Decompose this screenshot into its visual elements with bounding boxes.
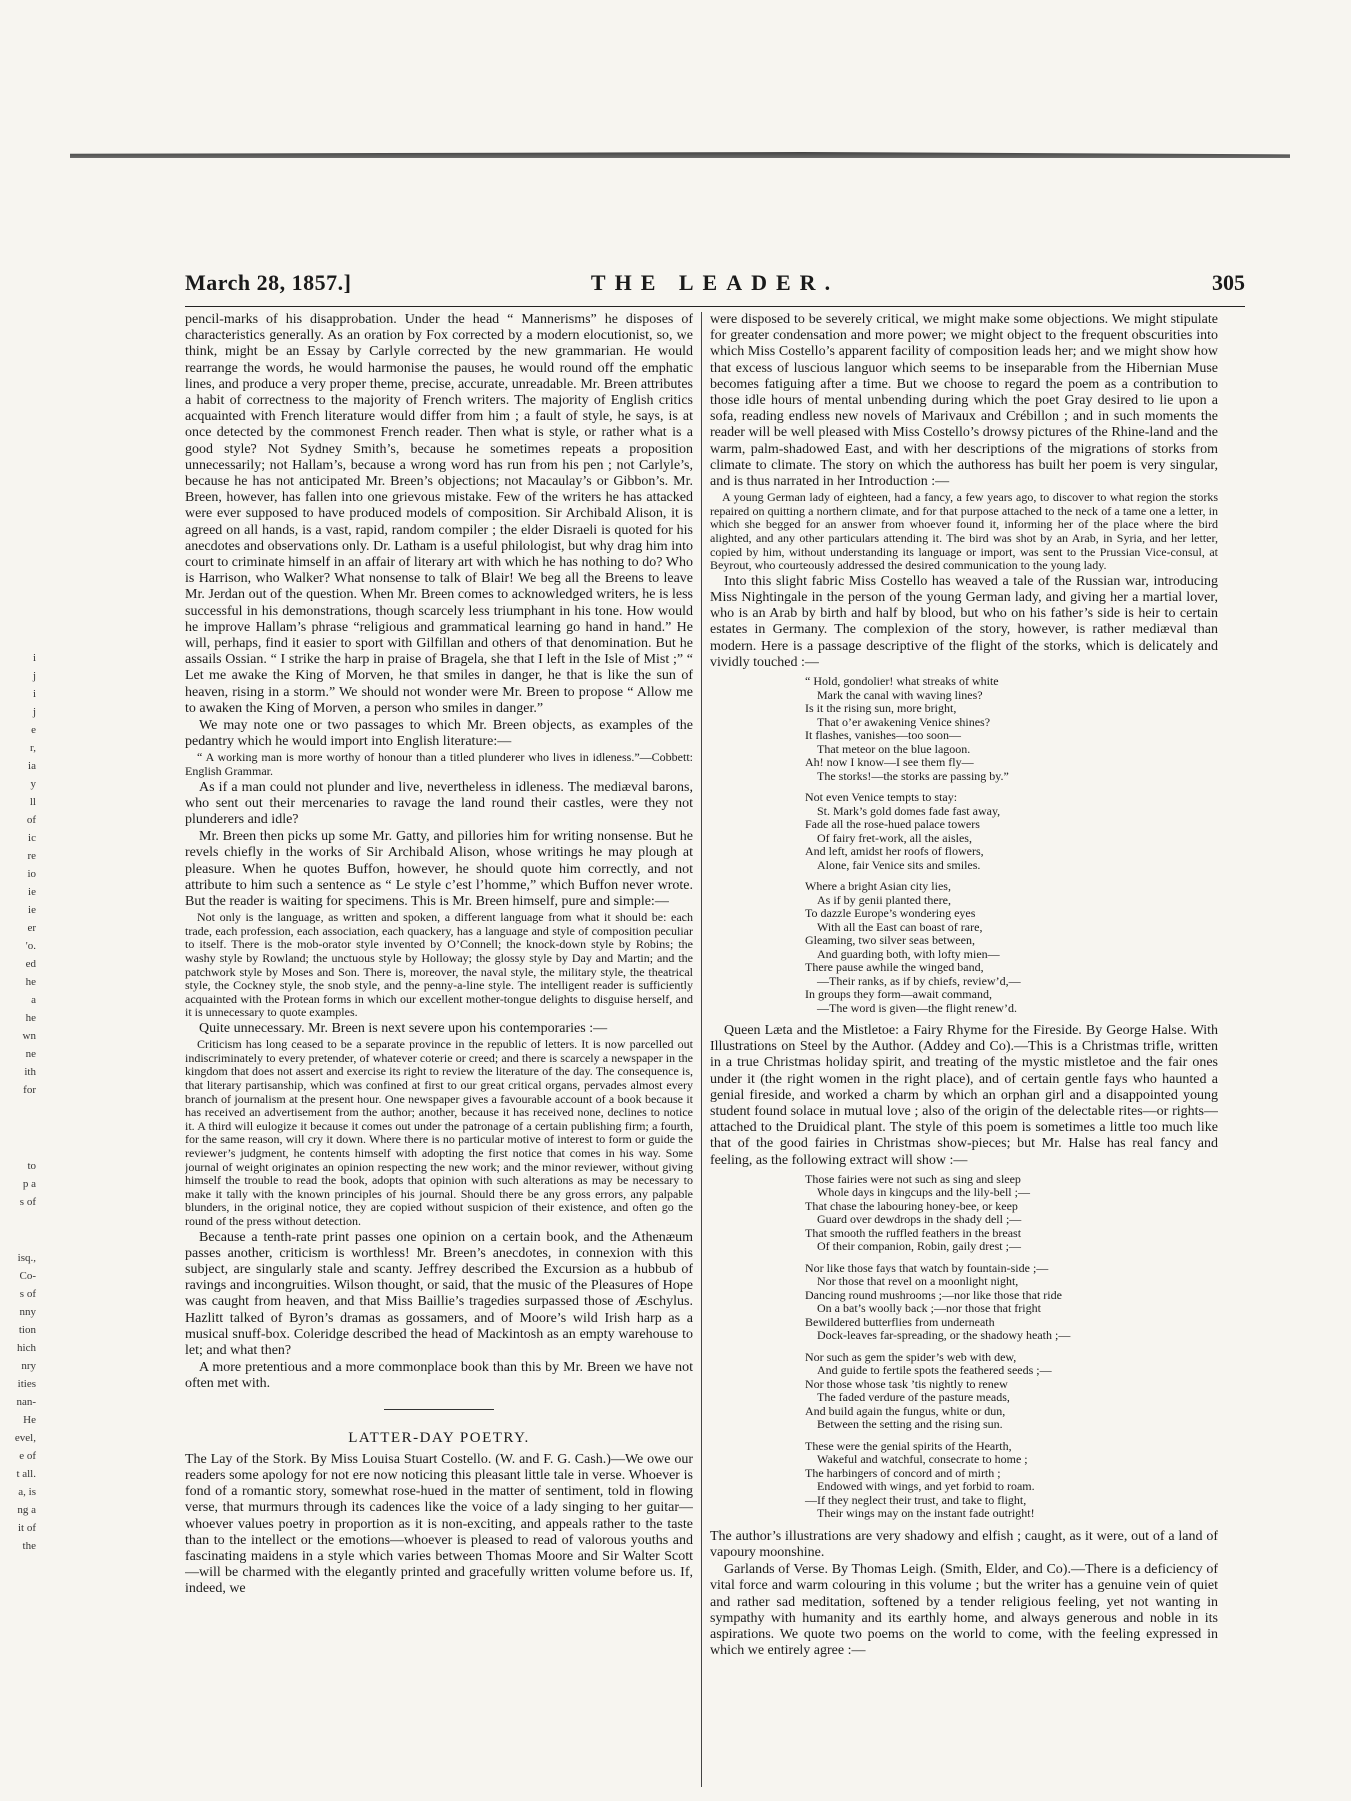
bleed-fragment: r,: [30, 742, 36, 754]
paragraph: Into this slight fabric Miss Costello has weaved a tale of the Russian war, introducing Miss Nightingale in the person of the young German lady, and giving her a martial lover, who is an Arab by birth and half by blood, but who on his father’s side is heir to certain estates in Germany. The complexion of the story, however, is rather mediæval than modern. Here is a passage descriptive of the flight of the storks, which is delicately and vividly touched :—: [710, 573, 1218, 670]
bleed-fragment: tion: [18, 1324, 36, 1336]
poem-stanza: [805, 1440, 1218, 1521]
poem-line: And guide to fertile spots the feathered seeds ;—: [817, 1363, 1052, 1378]
poem-line: Nor such as gem the spider’s web with dew,: [805, 1349, 1017, 1364]
poem-line: Endowed with wings, and yet forbid to roam.: [817, 1479, 1035, 1494]
poem-line: As if by genii planted there,: [817, 892, 951, 907]
bleed-fragment: isq.,: [17, 1252, 36, 1264]
poem-line: Between the setting and the rising sun.: [817, 1417, 1003, 1432]
quote-block: [185, 911, 693, 1020]
poem-line: St. Mark’s gold domes fade fast away,: [817, 803, 1001, 818]
bleed-fragment: nry: [21, 1360, 36, 1372]
poem-line: Their wings may on the instant fade outright!: [817, 1506, 1035, 1521]
review-paragraph: Garlands of Verse. By Thomas Leigh. (Smith, Elder, and Co).—There is a deficiency of vital force and warm colouring in this volume ; but the writer has a genuine vein of quiet and rather sad meditation, softened by a tender religious feeling, yet not wanting in sympathy with humanity and its earthly home, and always generous and noble in its aspirations. We quote two poems on the world to come, with the feeling expressed in which we entirely agree :—: [710, 1562, 1218, 1659]
bleed-fragment: ic: [28, 832, 36, 844]
poem-line: And build again the fungus, white or dun,: [805, 1403, 1006, 1418]
poem-line: Guard over dewdrops in the shady dell ;—: [817, 1212, 1022, 1227]
right-column: [710, 312, 1218, 1792]
poem-line: On a bat’s woolly back ;—nor those that fright: [817, 1301, 1041, 1316]
paragraph: Quite unnecessary. Mr. Breen is next severe upon his contemporaries :—: [199, 1021, 608, 1037]
review-paragraph: The Lay of the Stork. By Miss Louisa Stuart Costello. (W. and F. G. Cash.)—We owe our readers some apology for not ere now noticing this pleasant little tale in verse. Whoever is fond of a romantic story, somewhat rose-hued in the matter of sentiment, told in flowing verse, that murmurs through its cadences like the voice of a lady singing to her guitar—whoever values poetry in proportion as it is non-exciting, and appeals rather to the taste than to the intellect or the emotions—whoever is pleased to read of valorous youths and fascinating maidens in a style which varies between Thomas Moore and Sir Walter Scott—will be charmed with the elegantly printed and gracefully written volume before us. If, indeed, we: [185, 1451, 693, 1597]
section-divider: [384, 1409, 494, 1410]
poem-line: That chase the labouring honey-bee, or keep: [805, 1198, 1018, 1213]
bleed-fragment: ne: [25, 1048, 36, 1060]
issue-date: March 28, 1857.]: [185, 270, 352, 295]
poem-stanza: [805, 880, 1218, 1015]
poem-line: Mark the canal with waving lines?: [817, 687, 983, 702]
poem-line: Nor those that revel on a moonlight night,: [817, 1274, 1019, 1289]
poem-line: That o’er awakening Venice shines?: [817, 714, 991, 729]
bleed-fragment: ie: [28, 904, 36, 916]
poem-line: Gleaming, two silver seas between,: [805, 933, 975, 948]
paragraph: A more pretentious and a more commonplace book than this by Mr. Breen we have not often met with.: [185, 1360, 693, 1392]
bleed-fragment: i: [32, 688, 36, 700]
poem-line: In groups they form—await command,: [805, 987, 992, 1002]
poem-line: Ah! now I know—I see them fly—: [805, 755, 974, 770]
bleed-fragment: nan-: [16, 1396, 36, 1408]
poem-line: To dazzle Europe’s wondering eyes: [805, 906, 976, 921]
poem-line: Of their companion, Robin, gaily drest ;—: [817, 1239, 1021, 1254]
page-header: [185, 270, 1245, 307]
bleed-fragment: nny: [19, 1306, 36, 1318]
paragraph: We may note one or two passages to which Mr. Breen objects, as examples of the pedantry which he would import into English literature:—: [185, 718, 693, 750]
masthead: THE LEADER.: [590, 270, 840, 295]
bleed-fragment: Co-: [19, 1270, 36, 1282]
quote-text: A young German lady of eighteen, had a fancy, a few years ago, to discover to what region the storks repaired on quitting a northern climate, and for that purpose attached to the neck of a tame one a letter, in which she begged for an answer from whoever found it, informing her of the place where the bird alighted, and any other particulars attending it. The bird was shot by an Arab, in Syria, and her letter, copied by him, without understanding its language or import, was sent to the Prussian Vice-consul, at Beyrout, who courteously addressed the desired communication to the young lady.: [710, 490, 1218, 573]
poem-stanza: [805, 1351, 1218, 1432]
paragraph: pencil-marks of his disapprobation. Under the head “ Mannerisms” he disposes of characteristics generally. As an oration by Fox corrected by a modern elocutionist, so, we think, might be an Essay by Carlyle corrected by the new grammarian. He would rearrange the words, he would harmonise the pauses, he would round off the emphatic lines, and produce a very proper theme, precise, accurate, unreadable. Mr. Breen attributes a habit of correctness to the majority of French writers. The majority of English critics acquainted with French literature would differ from him ; a fault of style, he says, is at once detected by the commonest French reader. Then what is style, or rather what is a good style? Not Sydney Smith’s, because he sometimes repeats a proposition unnecessarily; not Hallam’s, because a wrong word has run from his pen ; not Carlyle’s, because he has not anticipated Mr. Breen’s objections; not Macaulay’s or Gibbon’s. Mr. Breen, however, has fallen into one grievous mistake. Few of the writers he has attacked were ever supposed to have produced models of composition. Sir Archibald Alison, it is agreed on all hands, is a vast, rapid, random compiler ; the elder Disraeli is quoted for his anecdotes and observations only. Dr. Latham is a useful philologist, but why drag him into court to criminate himself in an affair of literary art with which he has nothing to do? Who is Harrison, who Walker? What nonsense to talk of Blair! We beg all the Breens to leave Mr. Jerdan out of the question. When Mr. Breen comes to acknowledged writers, he is less successful in his demonstrations, though scarcely less triumphant in his tone. How would he improve Hallam’s phrase “religious and grammatical learning go hand in hand.” He will, perhaps, find it easier to sport with Gilfillan and others of that denomination. But he assails Ossian. “ I strike the harp in praise of Bragela, she that I left in the Isle of Mist ;” “ Let me awake the King of Morven, he that smiles in danger, he that is like the sun of heaven, rising in a storm.” We should not wonder were Mr. Breen to propose “ Allow me to awaken the King of Morven, a person who smiles in danger.”: [185, 312, 693, 716]
poem-stanza: [805, 791, 1218, 872]
quote-text: Not only is the language, as written and spoken, a different language from what it should be: each trade, each profession, each association, each quackery, has a language and style of composition peculiar to itself. There is the mob-orator style invented by O’Connell; the knock-down style by Robins; the washy style by Rowland; the unctuous style by Holloway; the glossy style by Day and Martin; and the patchwork style by Moses and Son. There is, moreover, the naval style, the military style, the theatrical style, the Cockney style, the snob style, and the penny-a-line style. The intelligent reader is sufficiently acquainted with the Protean forms in which our excellent mother-tongue delights to disguise herself, and it is unnecessary to quote examples.: [185, 910, 693, 1020]
bleed-fragment: evel,: [14, 1432, 36, 1444]
poem-line: Those fairies were not such as sing and sleep: [805, 1171, 1021, 1186]
poem-line: Of fairy fret-work, all the aisles,: [817, 830, 972, 845]
poem-line: There pause awhile the winged band,: [805, 960, 984, 975]
bleed-fragment: t all.: [16, 1468, 36, 1480]
bleed-fragment: to: [27, 1160, 36, 1172]
bleed-fragment: p a: [22, 1178, 36, 1190]
poem-line: Not even Venice tempts to stay:: [805, 790, 958, 805]
bleed-fragment: ie: [28, 886, 36, 898]
poem-line: Wakeful and watchful, consecrate to home ;: [817, 1452, 1028, 1467]
poem-line: Bewildered butterflies from underneath: [805, 1314, 995, 1329]
poem-line: Nor like those fays that watch by fountain-side ;—: [805, 1260, 1049, 1275]
bleed-fragment: it of: [17, 1522, 36, 1534]
bleed-fragment: a, is: [18, 1486, 36, 1498]
quote-text: Criticism has long ceased to be a separate province in the republic of letters. It is now parcelled out indiscriminately to every pretender, of whatever coterie or creed; and there is scarcely a newspaper in the kingdom that does not assert and exercise its right to review the literature of the day. The consequence is, that literary partisanship, which was confined at first to our great critical organs, pervades almost every branch of journalism at the present hour. One newspaper gives a favourable account of a book because it has received an advertisement from the author; another, because it has received none, declines to notice it. A third will eulogize it because it comes out under the patronage of a certain publishing firm; a fourth, for the same reason, will cry it down. Where there is no particular motive of interest to form or guide the reviewer’s judgment, he contents himself with adopting the first notice that comes in his way. Some journal of weight originates an opinion respecting the new work; and the minor reviewer, without giving himself the trouble to read the book, adopts that opinion with such alterations as may be necessary to make it tally with the known principles of his journal. Should there be any gross errors, any palpable blunders, in the original notice, they are copied without suspicion of their existence, and often go the round of the press without detection.: [185, 1037, 693, 1228]
paragraph: Because a tenth-rate print passes one opinion on a certain book, and the Athenæum passes another, criticism is worthless! Mr. Breen’s anecdotes, in connexion with this subject, are singularly stale and scanty. Jeffrey described the Excursion as a hubbub of ravings and incongruities. Wilson thought, or said, that the music of the Pleasures of Hope was caught from heaven, and that Miss Baillie’s tragedies surpassed those of Æschylus. Hazlitt talked of Byron’s dramas as gossamers, and of Moore’s wild Irish harp as a musical snuff-box. Coleridge described the head of Mackintosh as an empty warehouse to let; and what then?: [185, 1229, 693, 1358]
bleed-fragment: 'o.: [25, 940, 36, 952]
bleed-fragment: of: [26, 814, 36, 826]
paragraph: Mr. Breen then picks up some Mr. Gatty, and pillories him for writing nonsense. But he revels chiefly in the works of Sir Archibald Alison, whose writings he may plough at pleasure. When he quotes Buffon, however, he should quote him correctly, and not attribute to him such a sentence as “ Le style c’est l’homme,” which Buffon never wrote. But the reader is waiting for specimens. This is Mr. Breen himself, pure and simple:—: [185, 829, 693, 910]
bleed-fragment: he: [25, 976, 36, 988]
quote-block: [710, 491, 1218, 573]
bleed-fragment: ed: [25, 958, 36, 970]
poem-line: The harbingers of concord and of mirth ;: [805, 1465, 1001, 1480]
poem-line: That smooth the ruffled feathers in the breast: [805, 1225, 1022, 1240]
poem-line: These were the genial spirits of the Hearth,: [805, 1438, 1012, 1453]
bleed-fragment: re: [27, 850, 36, 862]
bleed-fragment: j: [32, 670, 36, 682]
facing-page-bleed: [0, 180, 38, 1800]
bleed-fragment: ll: [29, 796, 36, 808]
bleed-fragment: y: [30, 778, 36, 790]
bleed-fragment: e: [31, 724, 36, 736]
page-top-rule: [70, 152, 1290, 158]
poem-line: That meteor on the blue lagoon.: [817, 741, 971, 756]
bleed-fragment: er: [27, 922, 36, 934]
poem-line: The faded verdure of the pasture meads,: [817, 1390, 1010, 1405]
poem-line: With all the East can boast of rare,: [817, 919, 983, 934]
poem-line: And guarding both, with lofty mien—: [817, 946, 1000, 961]
quote-block: [185, 1038, 693, 1228]
bleed-fragment: for: [23, 1084, 36, 1096]
left-column: [185, 312, 693, 1792]
poem-stanza: [805, 675, 1218, 783]
poem-line: “ Hold, gondolier! what streaks of white: [805, 674, 999, 689]
poem-stanza: [805, 1173, 1218, 1254]
poem-line: Whole days in kingcups and the lily-bell ;—: [817, 1185, 1030, 1200]
poem-line: Dock-leaves far-spreading, or the shadowy heath ;—: [817, 1328, 1071, 1343]
bleed-fragment: ng a: [17, 1504, 36, 1516]
bleed-fragment: ities: [17, 1378, 36, 1390]
bleed-fragment: hich: [17, 1342, 36, 1354]
poem-line: Is it the rising sun, more bright,: [805, 701, 957, 716]
column-divider: [701, 312, 702, 1787]
poem-line: The storks!—the storks are passing by.”: [817, 768, 1009, 783]
bleed-fragment: s of: [19, 1196, 36, 1208]
poem-line: Fade all the rose-hued palace towers: [805, 817, 980, 832]
review-paragraph: Queen Læta and the Mistletoe: a Fairy Rhyme for the Fireside. By George Halse. With Illustrations on Steel by the Author. (Addey and Co).—This is a Christmas trifle, written in a true Christmas holiday spirit, and treating of the mystic mistletoe and the fair ones under it (the right women in the right place), and of certain gentle fays who haunted a genial fireside, and worked a charm by which an orphan girl and a disappointed young student found solace in mutual love ; also of the origin of the delectable rites—or rights—attached to the Druidical plant. The style of this poem is sometimes a little too much like that of the good fairies in Christmas show-pieces; but Mr. Halse has real fancy and feeling, as the following extract will show :—: [710, 1023, 1218, 1168]
poem-line: Where a bright Asian city lies,: [805, 879, 951, 894]
bleed-fragment: s of: [19, 1288, 36, 1300]
bleed-fragment: e of: [19, 1450, 36, 1462]
page-number: 305: [1212, 270, 1245, 295]
poem-line: —Their ranks, as if by chiefs, review’d,—: [817, 973, 1021, 988]
poem-line: Alone, fair Venice sits and smiles.: [817, 857, 981, 872]
poem-line: —The word is given—the flight renew’d.: [817, 1000, 1017, 1015]
quote-block: [185, 751, 693, 778]
poem-extract: [805, 675, 1218, 1015]
bleed-fragment: i: [32, 652, 36, 664]
bleed-fragment: io: [27, 868, 36, 880]
poem-extract: [805, 1173, 1218, 1521]
quote-text: “ A working man is more worthy of honour than a titled plunderer who lives in idleness.”—Cobbett: English Grammar.: [185, 750, 693, 779]
poem-line: It flashes, vanishes—too soon—: [805, 728, 961, 743]
section-title: LATTER-DAY POETRY.: [348, 1429, 530, 1446]
poem-line: And left, amidst her roofs of flowers,: [805, 844, 984, 859]
bleed-fragment: he: [25, 1012, 36, 1024]
bleed-fragment: He: [23, 1414, 36, 1426]
bleed-fragment: a: [31, 994, 36, 1006]
paragraph: were disposed to be severely critical, we might make some objections. We might stipulate for greater condensation and more power; we might object to the frequent obscurities into which Miss Costello’s apparent facility of composition leads her; and we might show how that excess of luscious languor which seems to be inseparable from the Hibernian Muse becomes fatiguing after a time. But we choose to regard the poem as a contribution to those idle hours of mental unbending during which the poet Gray desired to lie upon a sofa, reading endless new novels of Marivaux and Crébillon ; and in such moments the reader will be well pleased with Miss Costello’s drowsy pictures of the Rhine-land and the warm, palm-shadowed East, and with her descriptions of the migrations of storks from climate to climate. The story on which the authoress has built her poem is very singular, and is thus narrated in her Introduction :—: [710, 312, 1218, 490]
poem-stanza: [805, 1262, 1218, 1343]
bleed-fragment: ia: [28, 760, 36, 772]
paragraph: As if a man could not plunder and live, nevertheless in idleness. The mediæval barons, who sent out their mercenaries to ravage the land round their castles, were they not plunderers and idle?: [185, 779, 693, 828]
poem-line: Nor those whose task ’tis nightly to renew: [805, 1376, 1008, 1391]
bleed-fragment: wn: [22, 1030, 36, 1042]
bleed-fragment: ith: [24, 1066, 36, 1078]
bleed-fragment: the: [22, 1540, 36, 1552]
paragraph: The author’s illustrations are very shadowy and elfish ; caught, as it were, out of a land of vapoury moonshine.: [710, 1528, 1218, 1561]
poem-line: —If they neglect their trust, and take to flight,: [805, 1492, 1027, 1507]
bleed-fragment: j: [32, 706, 36, 718]
poem-line: Dancing round mushrooms ;—nor like those that ride: [805, 1287, 1062, 1302]
